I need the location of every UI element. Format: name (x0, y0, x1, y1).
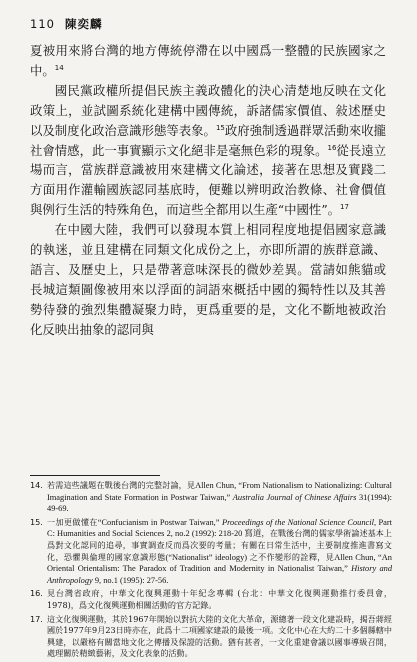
paragraph-3 (30, 220, 386, 339)
footnote-text: 見台灣省政府，中華文化復興運動十年紀念專輯 (台北：中華文化復興運動推行委員會，1978)，爲文化復興運動相關活動的官方記錄。 (47, 588, 392, 610)
footnote-ref-15[interactable]: 15 (215, 123, 225, 132)
paragraph-2-text-b: 政府強制透過群眾活動來收攏社會情感，此一事實顯示文化絕非是毫無色彩的現象。 (30, 122, 387, 158)
footnote-text (47, 517, 392, 587)
footnote-divider (30, 475, 160, 476)
footnote-15 (30, 517, 392, 587)
citation-title: “From Nationalism to Nationalizing: Cultural Imagination and State Formation in Postwar Taiwan,” (47, 481, 392, 502)
footnote-14 (30, 480, 392, 515)
main-text (30, 41, 386, 340)
footnote-text: 這文化復興運動，其於1967年開始以對抗大陸的文化大革命，源總著一段文化建設時，揭吾蔣經國於1977年9月23日時亦在，此爲十二項國家建設的最後一項。文化中心在大約二十多個縣轄中興建，以嚴格有關當地文化之傳播及保證的活動。猶有甚者，一文化重建會議以國事導級召開，處理關於精緻藝術，及文化表象的活動。 (47, 613, 392, 659)
footnote-zh: 若需這些議題在戰後台灣的完整討論，見 (47, 480, 196, 490)
footnote-text (47, 480, 392, 515)
footnote-ref-17[interactable]: 17 (340, 203, 349, 212)
citation-journal: History and Anthropology (47, 564, 393, 585)
citation-title: “Confucianism in Postwar Taiwan,” (97, 517, 222, 527)
citation-author: Allen Chun, (334, 552, 379, 562)
footnote-zh: 在戰後台灣的儒家學術論述基本上爲對文化認同的追尋，事實調查反而爲次要的考量；有關在日常生活中，主要制度推進書寫文化，恐懼與倫理的國家意識形態 (47, 528, 392, 562)
paragraph-2 (30, 81, 386, 220)
footnote-number: 17. (30, 613, 43, 624)
footnote-zh: 一加更做懂在 (47, 516, 98, 527)
citation-details: 9, no.1 (1995): 27-56. (92, 575, 169, 585)
footnotes (30, 480, 392, 662)
footnote-english-term: (“Nationalist” ideology) (165, 552, 250, 562)
citation-author: Allen Chun, (195, 481, 239, 490)
footnote-ref-14[interactable]: 14 (54, 63, 64, 72)
paragraph-1-text: 夏被用來將台灣的地方傳統停滯在以中國爲一整體的民族國家之中。 (30, 43, 386, 78)
footnote-17 (30, 614, 392, 660)
citation-journal: Proceedings of the National Science Council (221, 517, 374, 527)
running-header-author: 陳奕麟 (64, 17, 103, 31)
paragraph-1 (30, 41, 386, 81)
citation-title: “An Oriental Orientalism: The Paradox of Tradition and Modernity in Nationalist Taiwan,” (47, 552, 392, 574)
citation-details: 31(1994): 49-69. (47, 492, 392, 514)
footnote-number: 14. (30, 480, 43, 490)
footnote-number: 15. (30, 516, 43, 527)
footnote-number: 16. (30, 588, 43, 599)
paragraph-3-text: 在中國大陸，我們可以發現本質上相同程度地提倡國家意識的執迷，並且建構在同類文化成份之上，亦即所謂的族群意識、語言、及歷史上，只是帶著意味深長的微妙差異。當請如熊貓或長城這類圖像被用來以浮面的詞語來概括中國的獨特性以及其善勢待發的強烈集體凝聚力時，更爲重要的是，文化不斷地被政治化反映出抽象的認同與 (30, 222, 386, 337)
citation-journal: Australia Journal of Chinese Affairs (232, 492, 357, 502)
citation-details: , Part C: Humanities and Social Sciences 2, no.2 (1992): 218-20 寫道， (47, 517, 392, 539)
page-number: 110 (30, 17, 55, 31)
paragraph-2-text-c: 從長遠立場而言，當族群意識被用來建構文化論述，接著在思想及實踐二方面用作灌輸國族認同基底時，便難以辨明政治教條、社會價值與例行生活的特殊角色，而這些全都用以生產“中國性”。 (30, 142, 387, 218)
running-header (30, 16, 102, 32)
footnote-zh: 之不作變形的詮釋，見 (249, 551, 335, 562)
footnote-ref-16[interactable]: 16 (327, 143, 337, 152)
paragraph-2-text-a: 國民黨政權所提倡民族主義政體化的決心清楚地反映在文化政策上，並試圖系統化建構中國傳統，訴諸儒家價值、敍述歷史以及制度化政治意識形態等表象。 (30, 82, 386, 138)
